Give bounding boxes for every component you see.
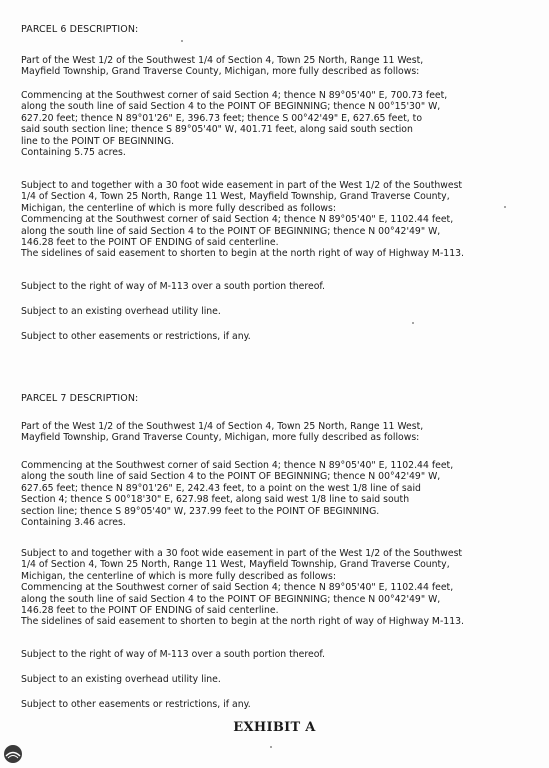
text-line: Part of the West 1/2 of the Southwest 1/4 of Section 4, Town 25 North, Range 11 West, — [21, 55, 424, 66]
parcel-6-utility: Subject to an existing overhead utility line. — [21, 306, 221, 317]
scan-speck — [504, 206, 506, 208]
text-line: 146.28 feet to the POINT OF ENDING of said centerline. — [21, 605, 279, 617]
text-line: 1/4 of Section 4, Town 25 North, Range 11 West, Mayfield Township, Grand Traverse County, — [21, 191, 450, 203]
text-line: Subject to and together with a 30 foot wide easement in part of the West 1/2 of the Southwest — [21, 180, 463, 191]
text-line: Section 4; thence S 00°18'30" E, 627.98 feet, along said west 1/8 line to said south — [21, 494, 410, 506]
text-line: Mayfield Township, Grand Traverse County, Michigan, more fully described as follows: — [21, 66, 420, 78]
parcel-6-heading: PARCEL 6 DESCRIPTION: — [21, 24, 139, 35]
text-line: section line; thence S 89°05'40" W, 237.99 feet to the POINT OF BEGINNING. — [21, 505, 380, 517]
text-line: along the south line of said Section 4 to the POINT OF BEGINNING; thence N 00°42'49" W, — [21, 593, 441, 605]
text-line: Containing 3.46 acres. — [21, 517, 126, 529]
parcel-7-right-of-way: Subject to the right of way of M-113 over a south portion thereof. — [21, 649, 325, 660]
text-line: 627.20 feet; thence N 89°01'26" E, 396.73 feet; thence S 00°42'49" E, 627.65 feet, to — [21, 112, 423, 124]
text-line: 1/4 of Section 4, Town 25 North, Range 11 West, Mayfield Township, Grand Traverse County, — [21, 559, 450, 571]
parcel-7-description — [21, 460, 539, 528]
text-line: along the south line of said Section 4 to the POINT OF BEGINNING; thence N 00°42'49" W, — [21, 471, 441, 483]
exhibit-label: EXHIBIT A — [233, 720, 316, 735]
parcel-6-other: Subject to other easements or restrictions, if any. — [21, 331, 251, 342]
parcel-7-other: Subject to other easements or restrictions, if any. — [21, 699, 251, 710]
text-line: said south section line; thence S 89°05'40" W, 401.71 feet, along said south section — [21, 124, 413, 136]
text-line: line to the POINT OF BEGINNING. — [21, 135, 175, 147]
parcel-7-utility: Subject to an existing overhead utility line. — [21, 674, 221, 685]
parcel-7-intro — [21, 421, 539, 444]
text-line: Michigan, the centerline of which is more fully described as follows: — [21, 202, 336, 214]
scan-speck — [181, 40, 183, 42]
text-line: Containing 5.75 acres. — [21, 147, 126, 159]
parcel-6-right-of-way: Subject to the right of way of M-113 over a south portion thereof. — [21, 281, 325, 292]
text-line: Part of the West 1/2 of the Southwest 1/4 of Section 4, Town 25 North, Range 11 West, — [21, 421, 424, 432]
scan-speck — [270, 746, 272, 748]
text-line: Subject to and together with a 30 foot wide easement in part of the West 1/2 of the Southwest — [21, 548, 463, 559]
parcel-6-intro — [21, 55, 539, 78]
text-line: Michigan, the centerline of which is more fully described as follows: — [21, 570, 336, 582]
text-line: Commencing at the Southwest corner of said Section 4; thence N 89°05'40" E, 700.73 feet, — [21, 90, 448, 101]
parcel-6-description — [21, 90, 539, 158]
scan-speck — [412, 322, 414, 324]
parcel-7-heading: PARCEL 7 DESCRIPTION: — [21, 393, 139, 404]
text-line: along the south line of said Section 4 to the POINT OF BEGINNING; thence N 00°42'49" W, — [21, 225, 441, 237]
text-line: Commencing at the Southwest corner of said Section 4; thence N 89°05'40" E, 1102.44 feet, — [21, 582, 454, 594]
text-line: Mayfield Township, Grand Traverse County, Michigan, more fully described as follows: — [21, 432, 420, 444]
text-line: Commencing at the Southwest corner of said Section 4; thence N 89°05'40" E, 1102.44 feet, — [21, 460, 454, 471]
text-line: The sidelines of said easement to shorten to begin at the north right of way of Highway M-113. — [21, 248, 465, 260]
parcel-7-easement — [21, 548, 539, 628]
text-line: The sidelines of said easement to shorten to begin at the north right of way of Highway M-113. — [21, 616, 465, 628]
text-line: 627.65 feet; thence N 89°01'26" E, 242.43 feet, to a point on the west 1/8 line of said — [21, 482, 421, 494]
parcel-6-easement — [21, 180, 539, 260]
text-line: along the south line of said Section 4 to the POINT OF BEGINNING; thence N 00°15'30" W, — [21, 101, 441, 113]
text-line: Commencing at the Southwest corner of said Section 4; thence N 89°05'40" E, 1102.44 feet, — [21, 214, 454, 226]
text-line: 146.28 feet to the POINT OF ENDING of said centerline. — [21, 237, 279, 249]
circular-logo-icon — [3, 744, 23, 764]
